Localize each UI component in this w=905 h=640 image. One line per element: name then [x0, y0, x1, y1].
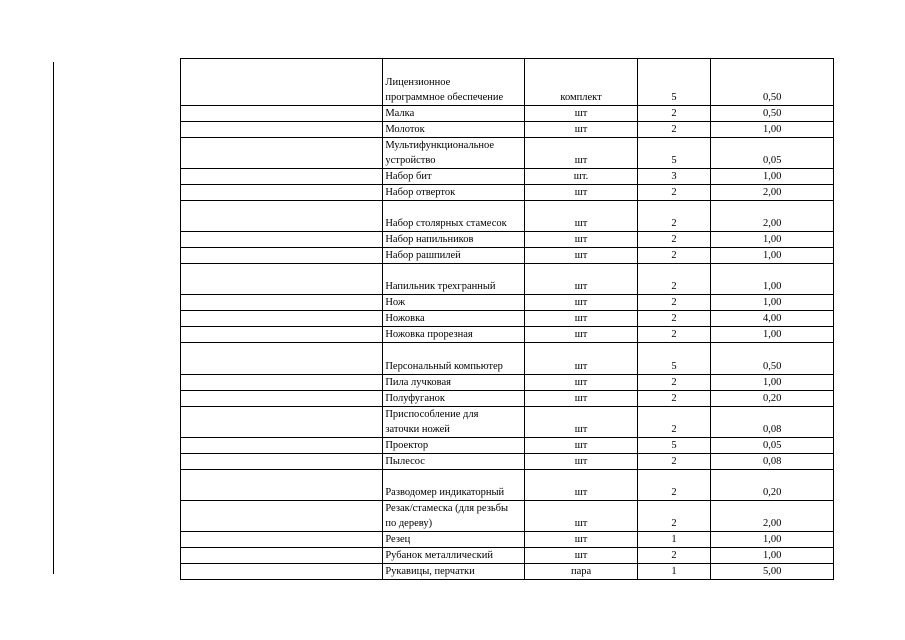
unit-cell: шт	[525, 532, 637, 548]
norm-cell: 1,00	[711, 327, 834, 343]
row-empty-cell	[181, 311, 383, 327]
row-empty-cell	[181, 168, 383, 184]
quantity-cell: 2	[637, 232, 711, 248]
item-name-cell: Пила лучковая	[383, 374, 525, 390]
unit-cell: шт	[525, 343, 637, 374]
unit-cell: шт	[525, 121, 637, 137]
quantity-cell: 2	[637, 264, 711, 295]
table-row	[181, 59, 834, 106]
norm-cell: 1,00	[711, 374, 834, 390]
row-empty-cell	[181, 406, 383, 437]
norm-cell: 0,50	[711, 105, 834, 121]
item-name-cell: Проектор	[383, 437, 525, 453]
unit-cell: шт	[525, 500, 637, 531]
norm-cell: 0,05	[711, 437, 834, 453]
norm-cell: 1,00	[711, 248, 834, 264]
item-name-cell: Набор столярных стамесок	[383, 200, 525, 231]
equipment-table	[180, 58, 834, 580]
unit-cell: шт	[525, 295, 637, 311]
item-name-cell: Рубанок металлический	[383, 548, 525, 564]
unit-cell: шт	[525, 137, 637, 168]
row-empty-cell	[181, 59, 383, 106]
unit-cell: шт.	[525, 168, 637, 184]
row-empty-cell	[181, 121, 383, 137]
quantity-cell: 2	[637, 406, 711, 437]
item-name-cell: Нож	[383, 295, 525, 311]
norm-cell: 0,20	[711, 390, 834, 406]
norm-cell: 5,00	[711, 564, 834, 580]
quantity-cell: 3	[637, 168, 711, 184]
quantity-cell: 1	[637, 532, 711, 548]
item-name-cell: Резец	[383, 532, 525, 548]
item-name-cell: Персональный компьютер	[383, 343, 525, 374]
quantity-cell: 1	[637, 564, 711, 580]
row-empty-cell	[181, 264, 383, 295]
item-name-cell: Набор отверток	[383, 184, 525, 200]
unit-cell: шт	[525, 200, 637, 231]
row-empty-cell	[181, 105, 383, 121]
table-row	[181, 453, 834, 469]
table-row	[181, 232, 834, 248]
quantity-cell: 2	[637, 248, 711, 264]
table-row	[181, 105, 834, 121]
unit-cell: шт	[525, 453, 637, 469]
unit-cell: шт	[525, 390, 637, 406]
norm-cell: 1,00	[711, 232, 834, 248]
item-name-cell: Набор рашпилей	[383, 248, 525, 264]
row-empty-cell	[181, 564, 383, 580]
row-empty-cell	[181, 184, 383, 200]
norm-cell: 1,00	[711, 121, 834, 137]
table-row	[181, 469, 834, 500]
unit-cell: комплект	[525, 59, 637, 106]
unit-cell: пара	[525, 564, 637, 580]
row-empty-cell	[181, 532, 383, 548]
unit-cell: шт	[525, 264, 637, 295]
item-name-cell: Напильник трехгранный	[383, 264, 525, 295]
unit-cell: шт	[525, 311, 637, 327]
row-empty-cell	[181, 469, 383, 500]
item-name-cell: Полуфуганок	[383, 390, 525, 406]
table-row	[181, 184, 834, 200]
item-name-cell: Мультифункциональное устройство	[383, 137, 525, 168]
row-empty-cell	[181, 390, 383, 406]
unit-cell: шт	[525, 548, 637, 564]
row-empty-cell	[181, 137, 383, 168]
unit-cell: шт	[525, 248, 637, 264]
table-row	[181, 406, 834, 437]
table-row	[181, 500, 834, 531]
table-row	[181, 390, 834, 406]
norm-cell: 0,50	[711, 59, 834, 106]
item-name-cell: Лицензионное программное обеспечение	[383, 59, 525, 106]
quantity-cell: 5	[637, 343, 711, 374]
item-name-cell: Молоток	[383, 121, 525, 137]
norm-cell: 1,00	[711, 532, 834, 548]
table-row	[181, 327, 834, 343]
quantity-cell: 2	[637, 184, 711, 200]
item-name-cell: Приспособление для заточки ножей	[383, 406, 525, 437]
row-empty-cell	[181, 548, 383, 564]
norm-cell: 1,00	[711, 548, 834, 564]
row-empty-cell	[181, 200, 383, 231]
item-name-cell: Набор напильников	[383, 232, 525, 248]
row-empty-cell	[181, 437, 383, 453]
row-empty-cell	[181, 343, 383, 374]
row-empty-cell	[181, 453, 383, 469]
quantity-cell: 2	[637, 500, 711, 531]
table-row	[181, 311, 834, 327]
norm-cell: 1,00	[711, 295, 834, 311]
table-row	[181, 248, 834, 264]
item-name-cell: Рукавицы, перчатки	[383, 564, 525, 580]
quantity-cell: 2	[637, 548, 711, 564]
row-empty-cell	[181, 248, 383, 264]
norm-cell: 0,08	[711, 406, 834, 437]
table-row	[181, 343, 834, 374]
table-row	[181, 374, 834, 390]
norm-cell: 1,00	[711, 264, 834, 295]
norm-cell: 2,00	[711, 200, 834, 231]
quantity-cell: 2	[637, 121, 711, 137]
norm-cell: 2,00	[711, 184, 834, 200]
norm-cell: 2,00	[711, 500, 834, 531]
equipment-table-body	[181, 59, 834, 580]
item-name-cell: Ножовка прорезная	[383, 327, 525, 343]
table-row	[181, 548, 834, 564]
row-empty-cell	[181, 295, 383, 311]
item-name-cell: Малка	[383, 105, 525, 121]
norm-cell: 4,00	[711, 311, 834, 327]
table-row	[181, 137, 834, 168]
table-row	[181, 168, 834, 184]
quantity-cell: 5	[637, 437, 711, 453]
quantity-cell: 2	[637, 200, 711, 231]
unit-cell: шт	[525, 437, 637, 453]
table-row	[181, 437, 834, 453]
item-name-cell: Резак/стамеска (для резьбы по дереву)	[383, 500, 525, 531]
item-name-cell: Ножовка	[383, 311, 525, 327]
quantity-cell: 2	[637, 469, 711, 500]
row-empty-cell	[181, 232, 383, 248]
quantity-cell: 2	[637, 453, 711, 469]
quantity-cell: 2	[637, 374, 711, 390]
unit-cell: шт	[525, 232, 637, 248]
unit-cell: шт	[525, 327, 637, 343]
unit-cell: шт	[525, 184, 637, 200]
quantity-cell: 2	[637, 327, 711, 343]
norm-cell: 0,50	[711, 343, 834, 374]
unit-cell: шт	[525, 374, 637, 390]
table-row	[181, 200, 834, 231]
table-row	[181, 121, 834, 137]
row-empty-cell	[181, 500, 383, 531]
quantity-cell: 2	[637, 390, 711, 406]
unit-cell: шт	[525, 406, 637, 437]
table-row	[181, 264, 834, 295]
row-empty-cell	[181, 374, 383, 390]
item-name-cell: Разводомер индикаторный	[383, 469, 525, 500]
quantity-cell: 5	[637, 137, 711, 168]
unit-cell: шт	[525, 469, 637, 500]
row-empty-cell	[181, 327, 383, 343]
quantity-cell: 5	[637, 59, 711, 106]
norm-cell: 1,00	[711, 168, 834, 184]
left-margin-rule	[53, 62, 54, 574]
table-row	[181, 532, 834, 548]
norm-cell: 0,05	[711, 137, 834, 168]
quantity-cell: 2	[637, 311, 711, 327]
table-row	[181, 564, 834, 580]
quantity-cell: 2	[637, 295, 711, 311]
unit-cell: шт	[525, 105, 637, 121]
item-name-cell: Пылесос	[383, 453, 525, 469]
norm-cell: 0,08	[711, 453, 834, 469]
norm-cell: 0,20	[711, 469, 834, 500]
quantity-cell: 2	[637, 105, 711, 121]
table-row	[181, 295, 834, 311]
item-name-cell: Набор бит	[383, 168, 525, 184]
